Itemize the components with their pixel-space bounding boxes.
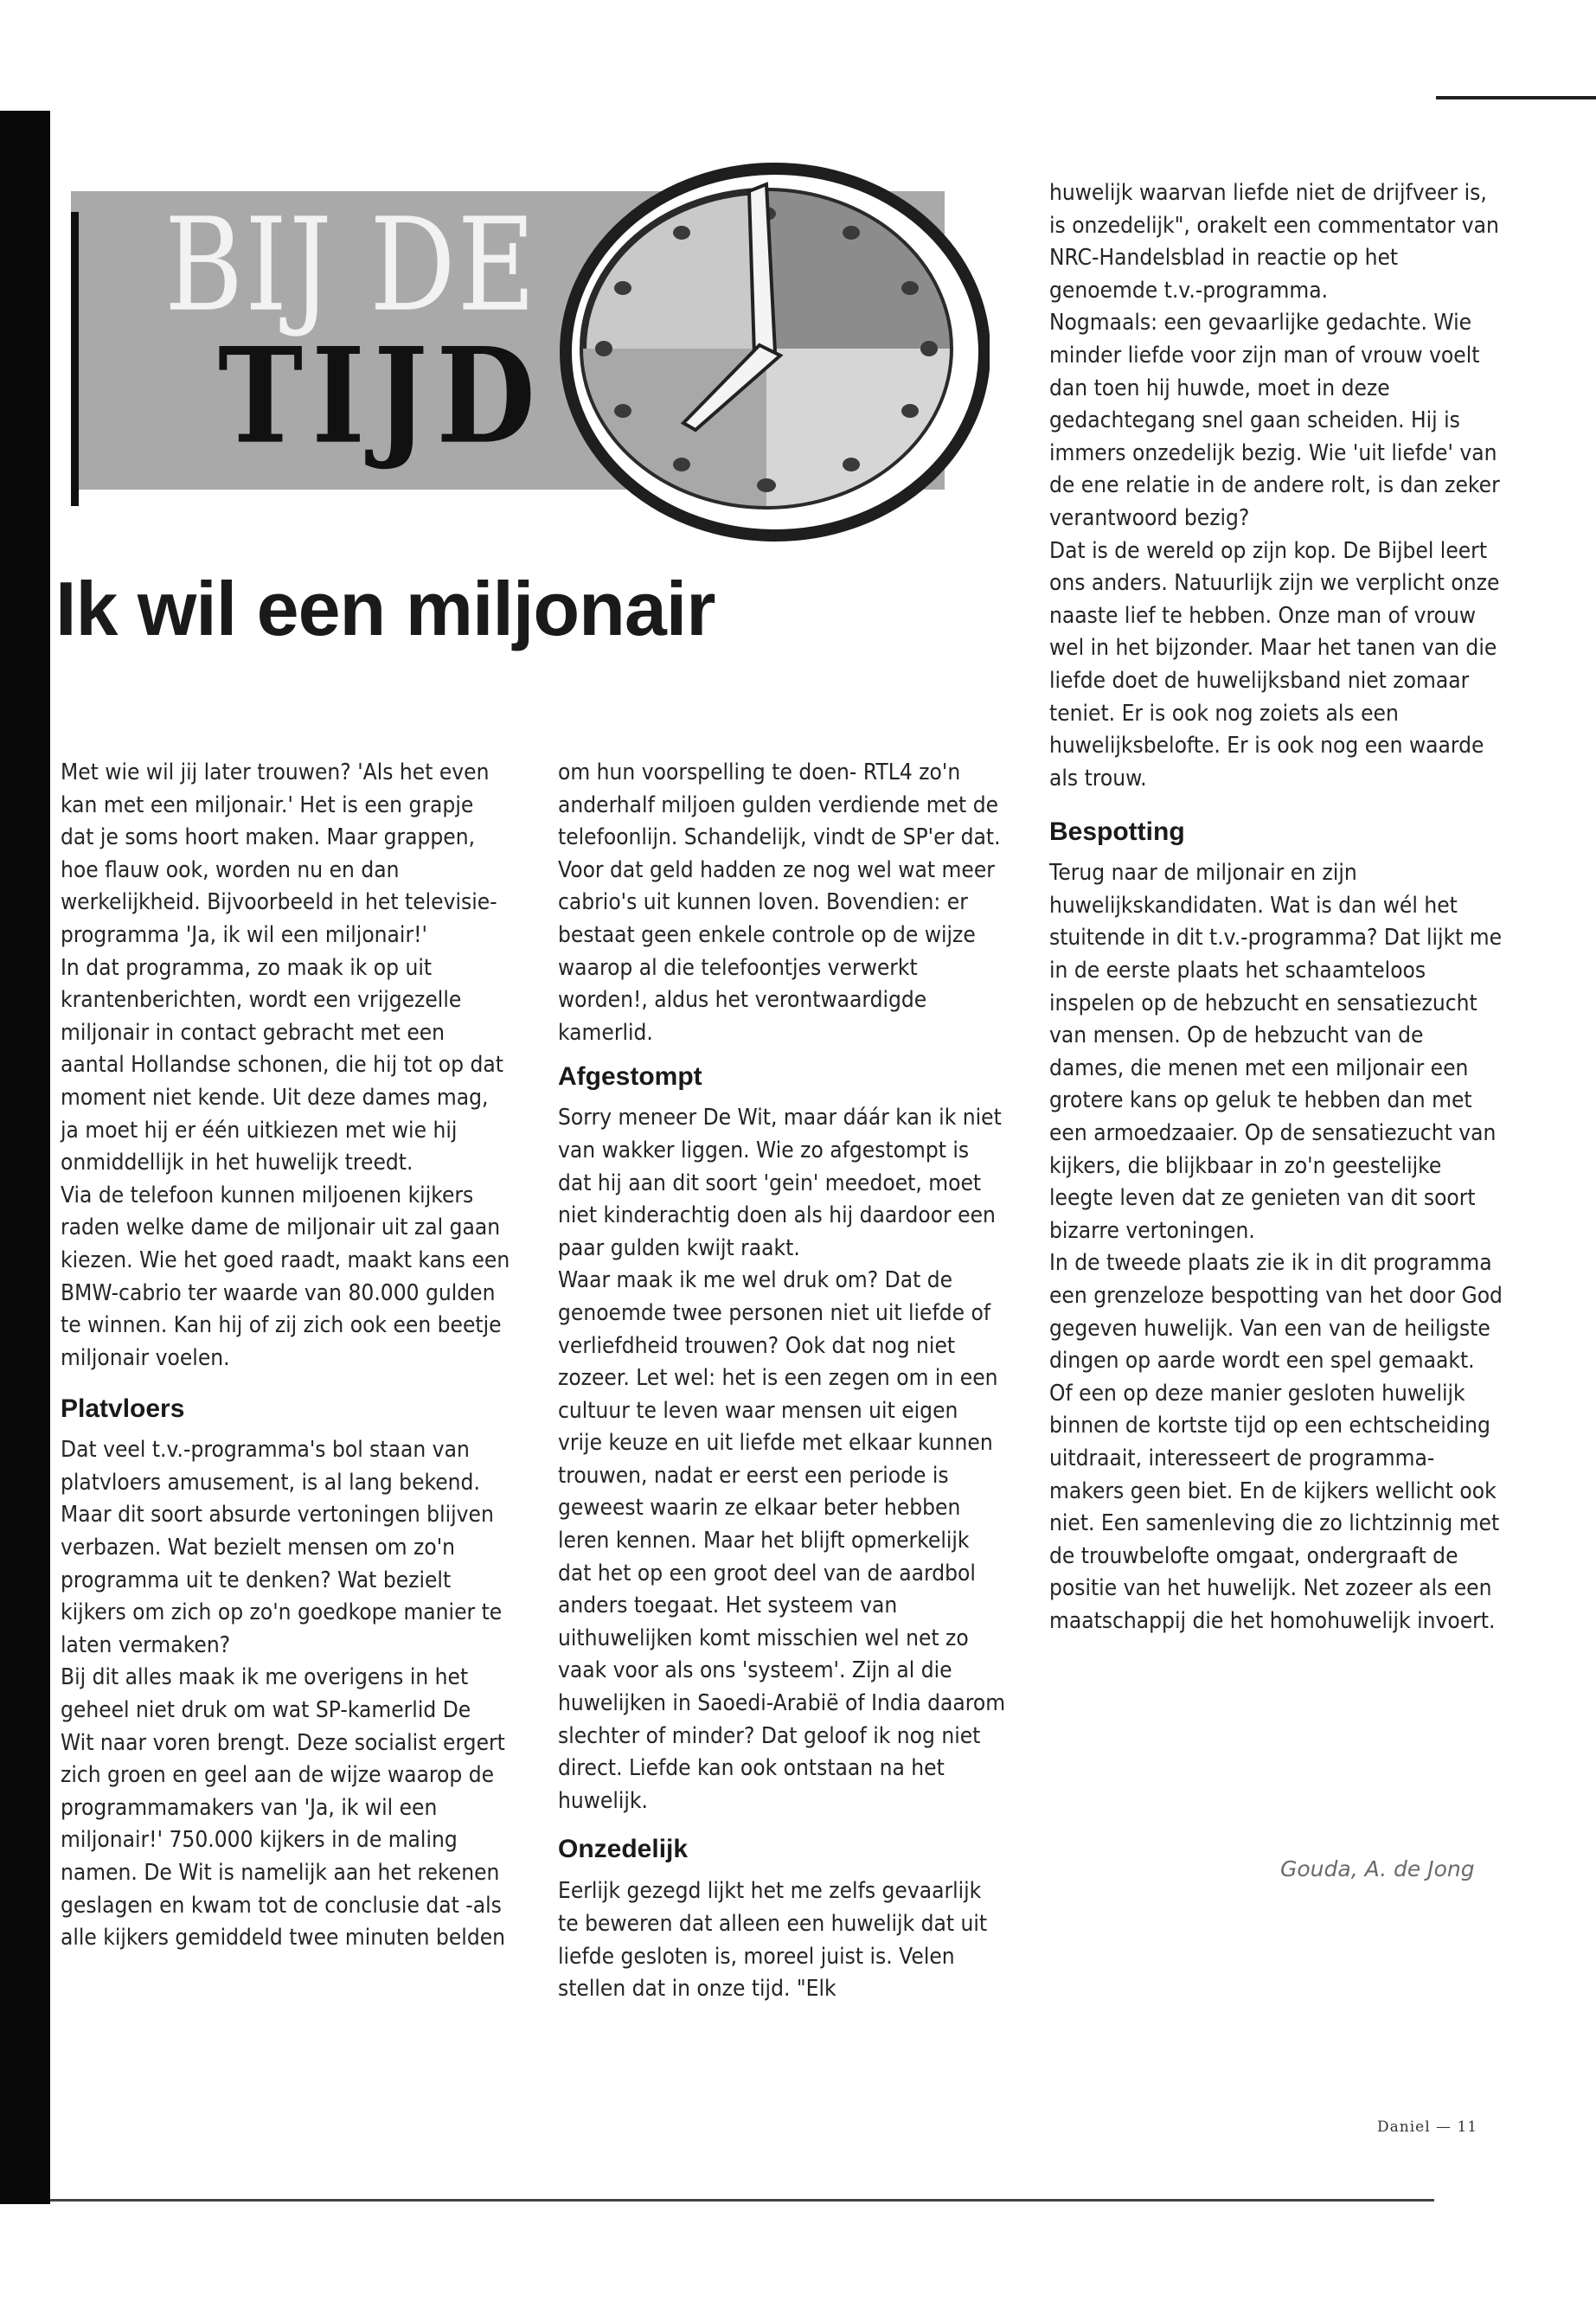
paragraph: Waar maak ik me wel druk om? Dat de genoemde twee personen niet uit liefde of verliefdheid trouwen? Ook dat nog niet zozeer. Let wel: het is een zegen om in een cultuur te leven waar mensen uit eigen vrije keuze en uit liefde met elkaar kunnen trouwen, nadat er eerst een periode is geweest waarin ze elkaar beter hebben leren kennen. Maar het blijft opmerkelijk dat het op een groot deel van de aardbol anders toegaat. Het systeem van uithuwelijken komt misschien wel net zo vaak voor als ons 'systeem'. Zijn al die huwelijken in Saoedi-Arabië of India daarom slechter of minder? Dat geloof ik nog niet direct. Liefde kan ook ontstaan na het huwelijk. [558,1267,1006,1814]
paragraph: Dat veel t.v.-programma's bol staan van platvloers amusement, is al lang bekend. Maar dit soort absurde vertoningen blijven verbazen. Wat bezielt mensen om zo'n programma uit te denken? Wat bezielt kijkers om zich op zo'n goedkope manier te laten vermaken? [61,1437,503,1658]
article-headline: Ik wil een miljonair [55,566,715,651]
paragraph: Sorry meneer De Wit, maar dáár kan ik niet van wakker liggen. Wie zo afgestompt is dat hij aan dit soort 'gein' meedoet, moet niet kinderachtig doen als hij daardoor een paar gulden kwijt raakt. [558,1105,1002,1261]
column-1 [61,757,510,1955]
paragraph: huwelijk waarvan liefde niet de drijfveer is, is onzedelijk", orakelt een commentator van NRC-Handelsblad in reactie op het genoemde t.v.-programma. [1049,180,1499,304]
column-banner [71,160,1022,567]
author-signature: Gouda, A. de Jong [1280,1856,1475,1881]
banner-post [71,212,79,506]
banner-title-top: BIJ DE [164,191,538,341]
section-heading-platvloers: Platvloers [61,1394,185,1424]
banner-title-bottom: TIJD [218,319,544,474]
column-2 [558,757,1008,2006]
paragraph: Via de telefoon kunnen miljoenen kijkers raden welke dame de miljonair uit zal gaan kiezen. Wie het goed raadt, maakt kans een BMW-cabrio ter waarde van 80.000 gulden te winnen. Kan hij of zij zich ook een beetje miljonair voelen. [61,1182,510,1371]
paragraph: In de tweede plaats zie ik in dit programma een grenzeloze bespotting van het door God gegeven huwelijk. Van een van de heiligste dingen op aarde wordt een spel gemaakt. Of een op deze manier gesloten huwelijk binnen de kortste tijd op een echtscheiding uitdraait, interesseert de programma-makers geen biet. En de kijkers wellicht ook niet. Een samenleving die zo lichtzinnig met de trouwbelofte omgaat, ondergraaft de positie van het huwelijk. Net zozeer als een maatschappij die het homohuwelijk invoert. [1049,1250,1503,1634]
section-heading-afgestompt: Afgestompt [558,1062,702,1092]
column-3 [1049,177,1503,1638]
paragraph: Nogmaals: een gevaarlijke gedachte. Wie minder liefde voor zijn man of vrouw voelt dan toen hij huwde, moet in deze gedachtegang snel gaan scheiden. Hij is immers onzedelijk bezig. Wie 'uit liefde' van de ene relatie in de andere rolt, is dan zeker verantwoord bezig? [1049,310,1500,531]
section-heading-bespotting: Bespotting [1049,817,1185,847]
bottom-rule [50,2199,1434,2202]
clock-icon [548,160,990,549]
paragraph: Dat is de wereld op zijn kop. De Bijbel leert ons anders. Natuurlijk zijn we verplicht onze naaste lief te hebben. Onze man of vrouw wel in het bijzonder. Maar het tanen van die liefde doet de huwelijksband niet zomaar teniet. Er is ook nog zoiets als een huwelijksbelofte. Er is ook nog een waarde als trouw. [1049,537,1500,792]
paragraph: Bij dit alles maak ik me overigens in het geheel niet druk om wat SP-kamerlid De Wit naar voren brengt. Deze socialist ergert zich groen en geel aan de wijze waarop de programmamakers van 'Ja, ik wil een miljonair!' 750.000 kijkers in de maling namen. De Wit is namelijk aan het rekenen geslagen en kwam tot de conclusie dat -als alle kijkers gemiddeld twee minuten belden [61,1664,506,1952]
top-rule [1436,96,1596,99]
paragraph: Eerlijk gezegd lijkt het me zelfs gevaarlijk te beweren dat alleen een huwelijk dat uit liefde gesloten is, moreel juist is. Velen stellen dat in onze tijd. "Elk [558,1878,988,2003]
scan-edge [0,111,50,2204]
paragraph: Met wie wil jij later trouwen? 'Als het even kan met een miljonair.' Het is een grapje dat je soms hoort maken. Maar grappen, hoe flauw ook, worden nu en dan werkelijkheid. Bijvoorbeeld in het televisie-programma 'Ja, ik wil een miljonair!' [61,760,497,948]
page-folio: Daniel — 11 [1377,2118,1478,2136]
paragraph: Terug naar de miljonair en zijn huwelijkskandidaten. Wat is dan wél het stuitende in dit t.v.-programma? Dat lijkt me in de eerste plaats het schaamteloos inspelen op de hebzucht en sensatiezucht van mensen. Op de hebzucht van de dames, die menen met een miljonair een grotere kans op geluk te hebben dan met een armoedzaaier. Op de sensatiezucht van kijkers, die blijkbaar in zo'n geestelijke leegte leven dat ze genieten van dit soort bizarre vertoningen. [1049,860,1503,1244]
paragraph: om hun voorspelling te doen- RTL4 zo'n anderhalf miljoen gulden verdiende met de telefoonlijn. Schandelijk, vindt de SP'er dat. Voor dat geld hadden ze nog wel wat meer cabrio's uit kunnen loven. Bovendien: er bestaat geen enkele controle op de wijze waarop al die telefoontjes verwerkt worden!, aldus het verontwaardigde kamerlid. [558,760,1001,1046]
section-heading-onzedelijk: Onzedelijk [558,1835,689,1864]
paragraph: In dat programma, zo maak ik op uit krantenberichten, wordt een vrijgezelle miljonair in contact gebracht met een aantal Hollandse schonen, die hij tot op dat moment niet kende. Uit deze dames mag, ja moet hij er één uitkiezen met wie hij onmiddellijk in het huwelijk treedt. [61,954,503,1176]
